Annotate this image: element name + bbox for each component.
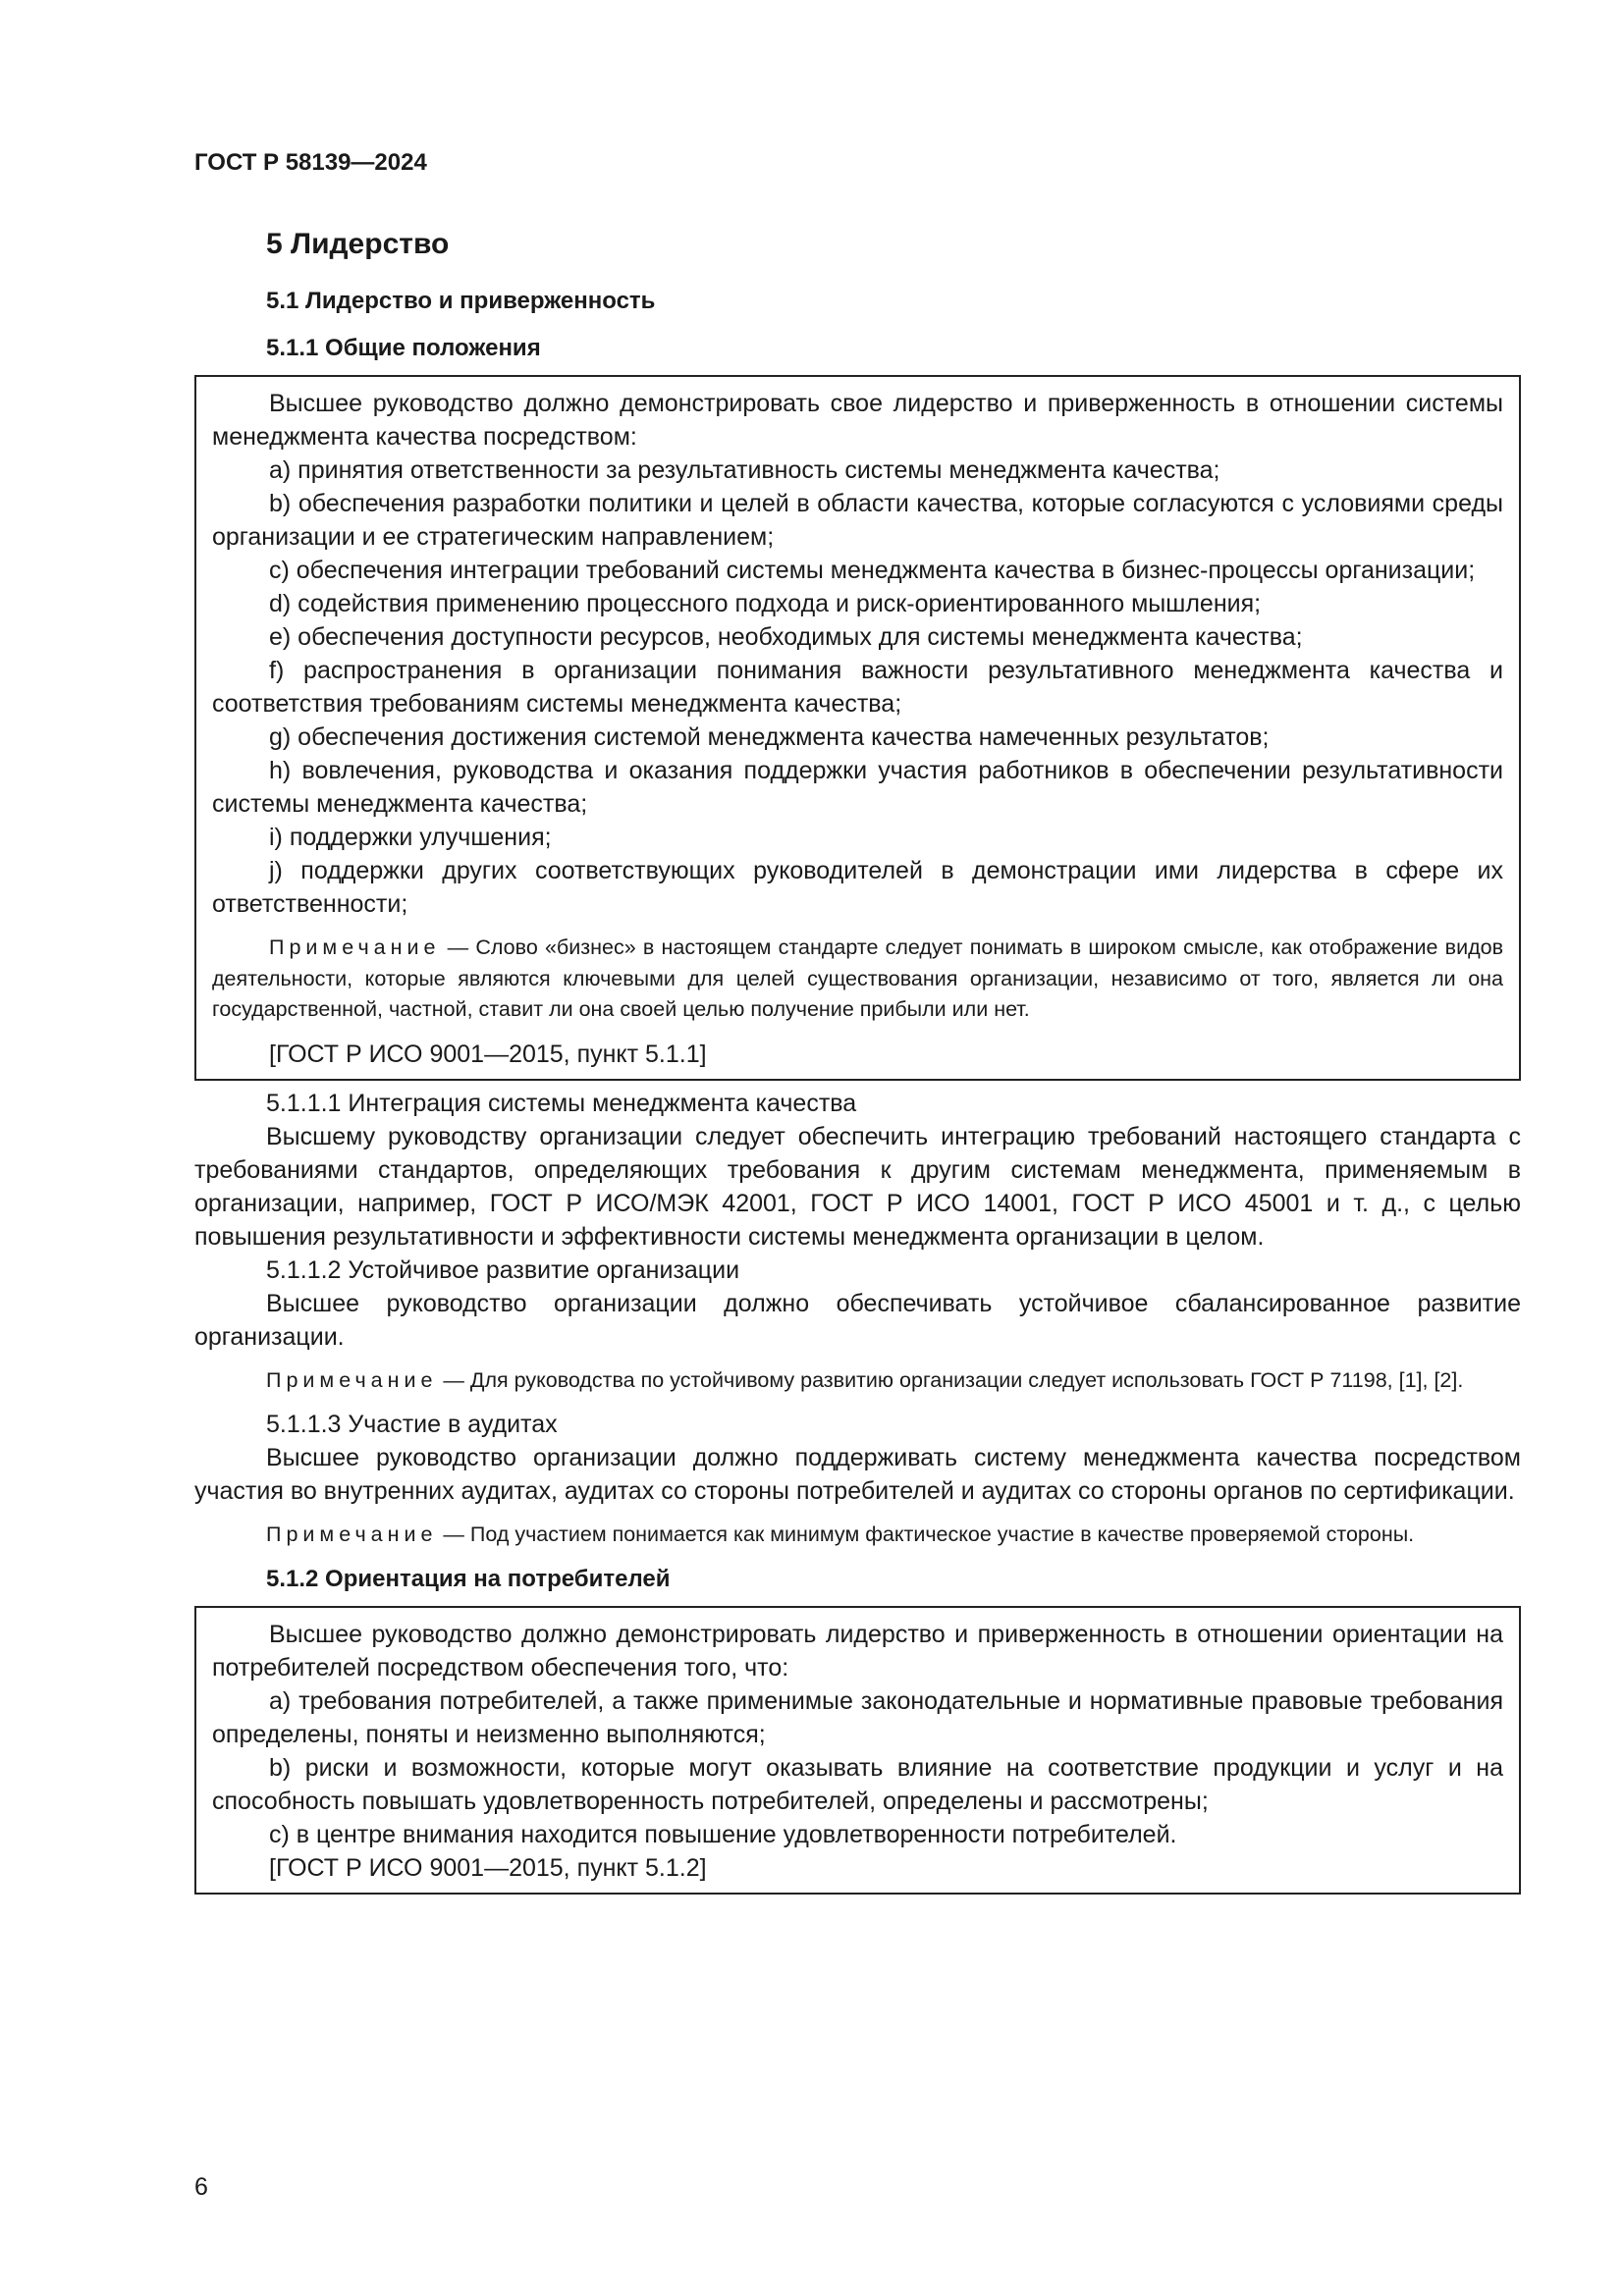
source-reference: [ГОСТ Р ИСО 9001—2015, пункт 5.1.2] <box>269 1853 707 1882</box>
note-text: — Слово «бизнес» в настоящем стандарте следует понимать в широком смысле, как отображение видов деятельности, которые являются ключевыми для целей существования организации, независимо от того, является ли она государственной, частной, ставит ли она своей целью получение прибыли или нет. <box>212 935 1503 1021</box>
clause-5-1-1-title: 5.1.1 Общие положения <box>266 335 541 361</box>
quoted-requirement-box-5-1-2 <box>194 1606 1521 1895</box>
note <box>212 933 1503 1026</box>
list-item: c) в центре внимания находится повышение удовлетворенности потребителей. <box>269 1820 1177 1848</box>
note-text: — Для руководства по устойчивому развитию организации следует использовать ГОСТ Р 71198, [1], [2]. <box>437 1367 1464 1392</box>
clause-5-1-1-3-text: Высшее руководство организации должно поддерживать систему менеджмента качества посредством участия во внутренних аудитах, аудитах со стороны потребителей и аудитах со стороны органов по сертификации. <box>194 1444 1521 1505</box>
source-reference: [ГОСТ Р ИСО 9001—2015, пункт 5.1.1] <box>269 1040 707 1068</box>
list-item: c) обеспечения интеграции требований системы менеджмента качества в бизнес-процессы организации; <box>269 557 1476 584</box>
document-header: ГОСТ Р 58139—2024 <box>194 149 427 176</box>
list-item: b) обеспечения разработки политики и целей в области качества, которые согласуются с условиями среды организации и ее стратегическим направлением; <box>212 490 1503 551</box>
section-title: 5 Лидерство <box>266 228 450 260</box>
box-intro: Высшее руководство должно демонстрировать свое лидерство и приверженность в отношении системы менеджмента качества посредством: <box>212 390 1503 451</box>
note <box>194 1365 1521 1397</box>
subsection-title: 5.1 Лидерство и приверженность <box>266 288 656 314</box>
clause-5-1-1-3-title: 5.1.1.3 Участие в аудитах <box>266 1411 558 1438</box>
list-item: e) обеспечения доступности ресурсов, необходимых для системы менеджмента качества; <box>269 623 1303 651</box>
list-item: h) вовлечения, руководства и оказания поддержки участия работников в обеспечении результативности системы менеджмента качества; <box>212 757 1503 818</box>
list-item: a) требования потребителей, а также применимые законодательные и нормативные правовые требования определены, поняты и неизменно выполняются; <box>212 1686 1503 1748</box>
clause-5-1-2-title: 5.1.2 Ориентация на потребителей <box>266 1565 671 1592</box>
box-intro: Высшее руководство должно демонстрировать лидерство и приверженность в отношении ориентации на потребителей посредством обеспечения того, что: <box>212 1620 1503 1682</box>
list-item: j) поддержки других соответствующих руководителей в демонстрации ими лидерства в сфере их ответственности; <box>212 857 1503 918</box>
list-item: b) риски и возможности, которые могут оказывать влияние на соответствие продукции и услуг и на способность повышать удовлетворенность потребителей, определены и рассмотрены; <box>212 1753 1503 1815</box>
note <box>194 1520 1521 1551</box>
list-item: i) поддержки улучшения; <box>269 824 552 851</box>
quoted-requirement-box-5-1-1 <box>194 375 1521 1081</box>
page-content <box>194 226 1521 1895</box>
list-item: g) обеспечения достижения системой менеджмента качества намеченных результатов; <box>269 723 1270 751</box>
note-label: Примечание <box>266 1522 438 1546</box>
note-text: — Под участием понимается как минимум фактическое участие в качестве проверяемой стороны. <box>437 1522 1415 1546</box>
list-item: a) принятия ответственности за результативность системы менеджмента качества; <box>269 456 1220 484</box>
note-label: Примечание <box>266 1367 438 1392</box>
clause-5-1-1-1-text: Высшему руководству организации следует обеспечить интеграцию требований настоящего стандарта с требованиями стандартов, определяющих требования к другим системам менеджмента, применяемым в организации, например, ГОСТ Р ИСО/МЭК 42001, ГОСТ Р ИСО 14001, ГОСТ Р ИСО 45001 и т. д., с целью повышения результативности и эффективности системы менеджмента организации в целом. <box>194 1122 1521 1251</box>
clause-5-1-1-2-title: 5.1.1.2 Устойчивое развитие организации <box>266 1255 740 1284</box>
page-number: 6 <box>194 2173 208 2201</box>
clause-5-1-1-1-title: 5.1.1.1 Интеграция системы менеджмента качества <box>266 1089 857 1117</box>
list-item: d) содействия применению процессного подхода и риск-ориентированного мышления; <box>269 590 1262 617</box>
note-label: Примечание <box>269 935 441 959</box>
list-item: f) распространения в организации понимания важности результативного менеджмента качества и соответствия требованиям системы менеджмента качества; <box>212 657 1503 718</box>
clause-5-1-1-2-text: Высшее руководство организации должно обеспечивать устойчивое сбалансированное развитие организации. <box>194 1289 1521 1351</box>
